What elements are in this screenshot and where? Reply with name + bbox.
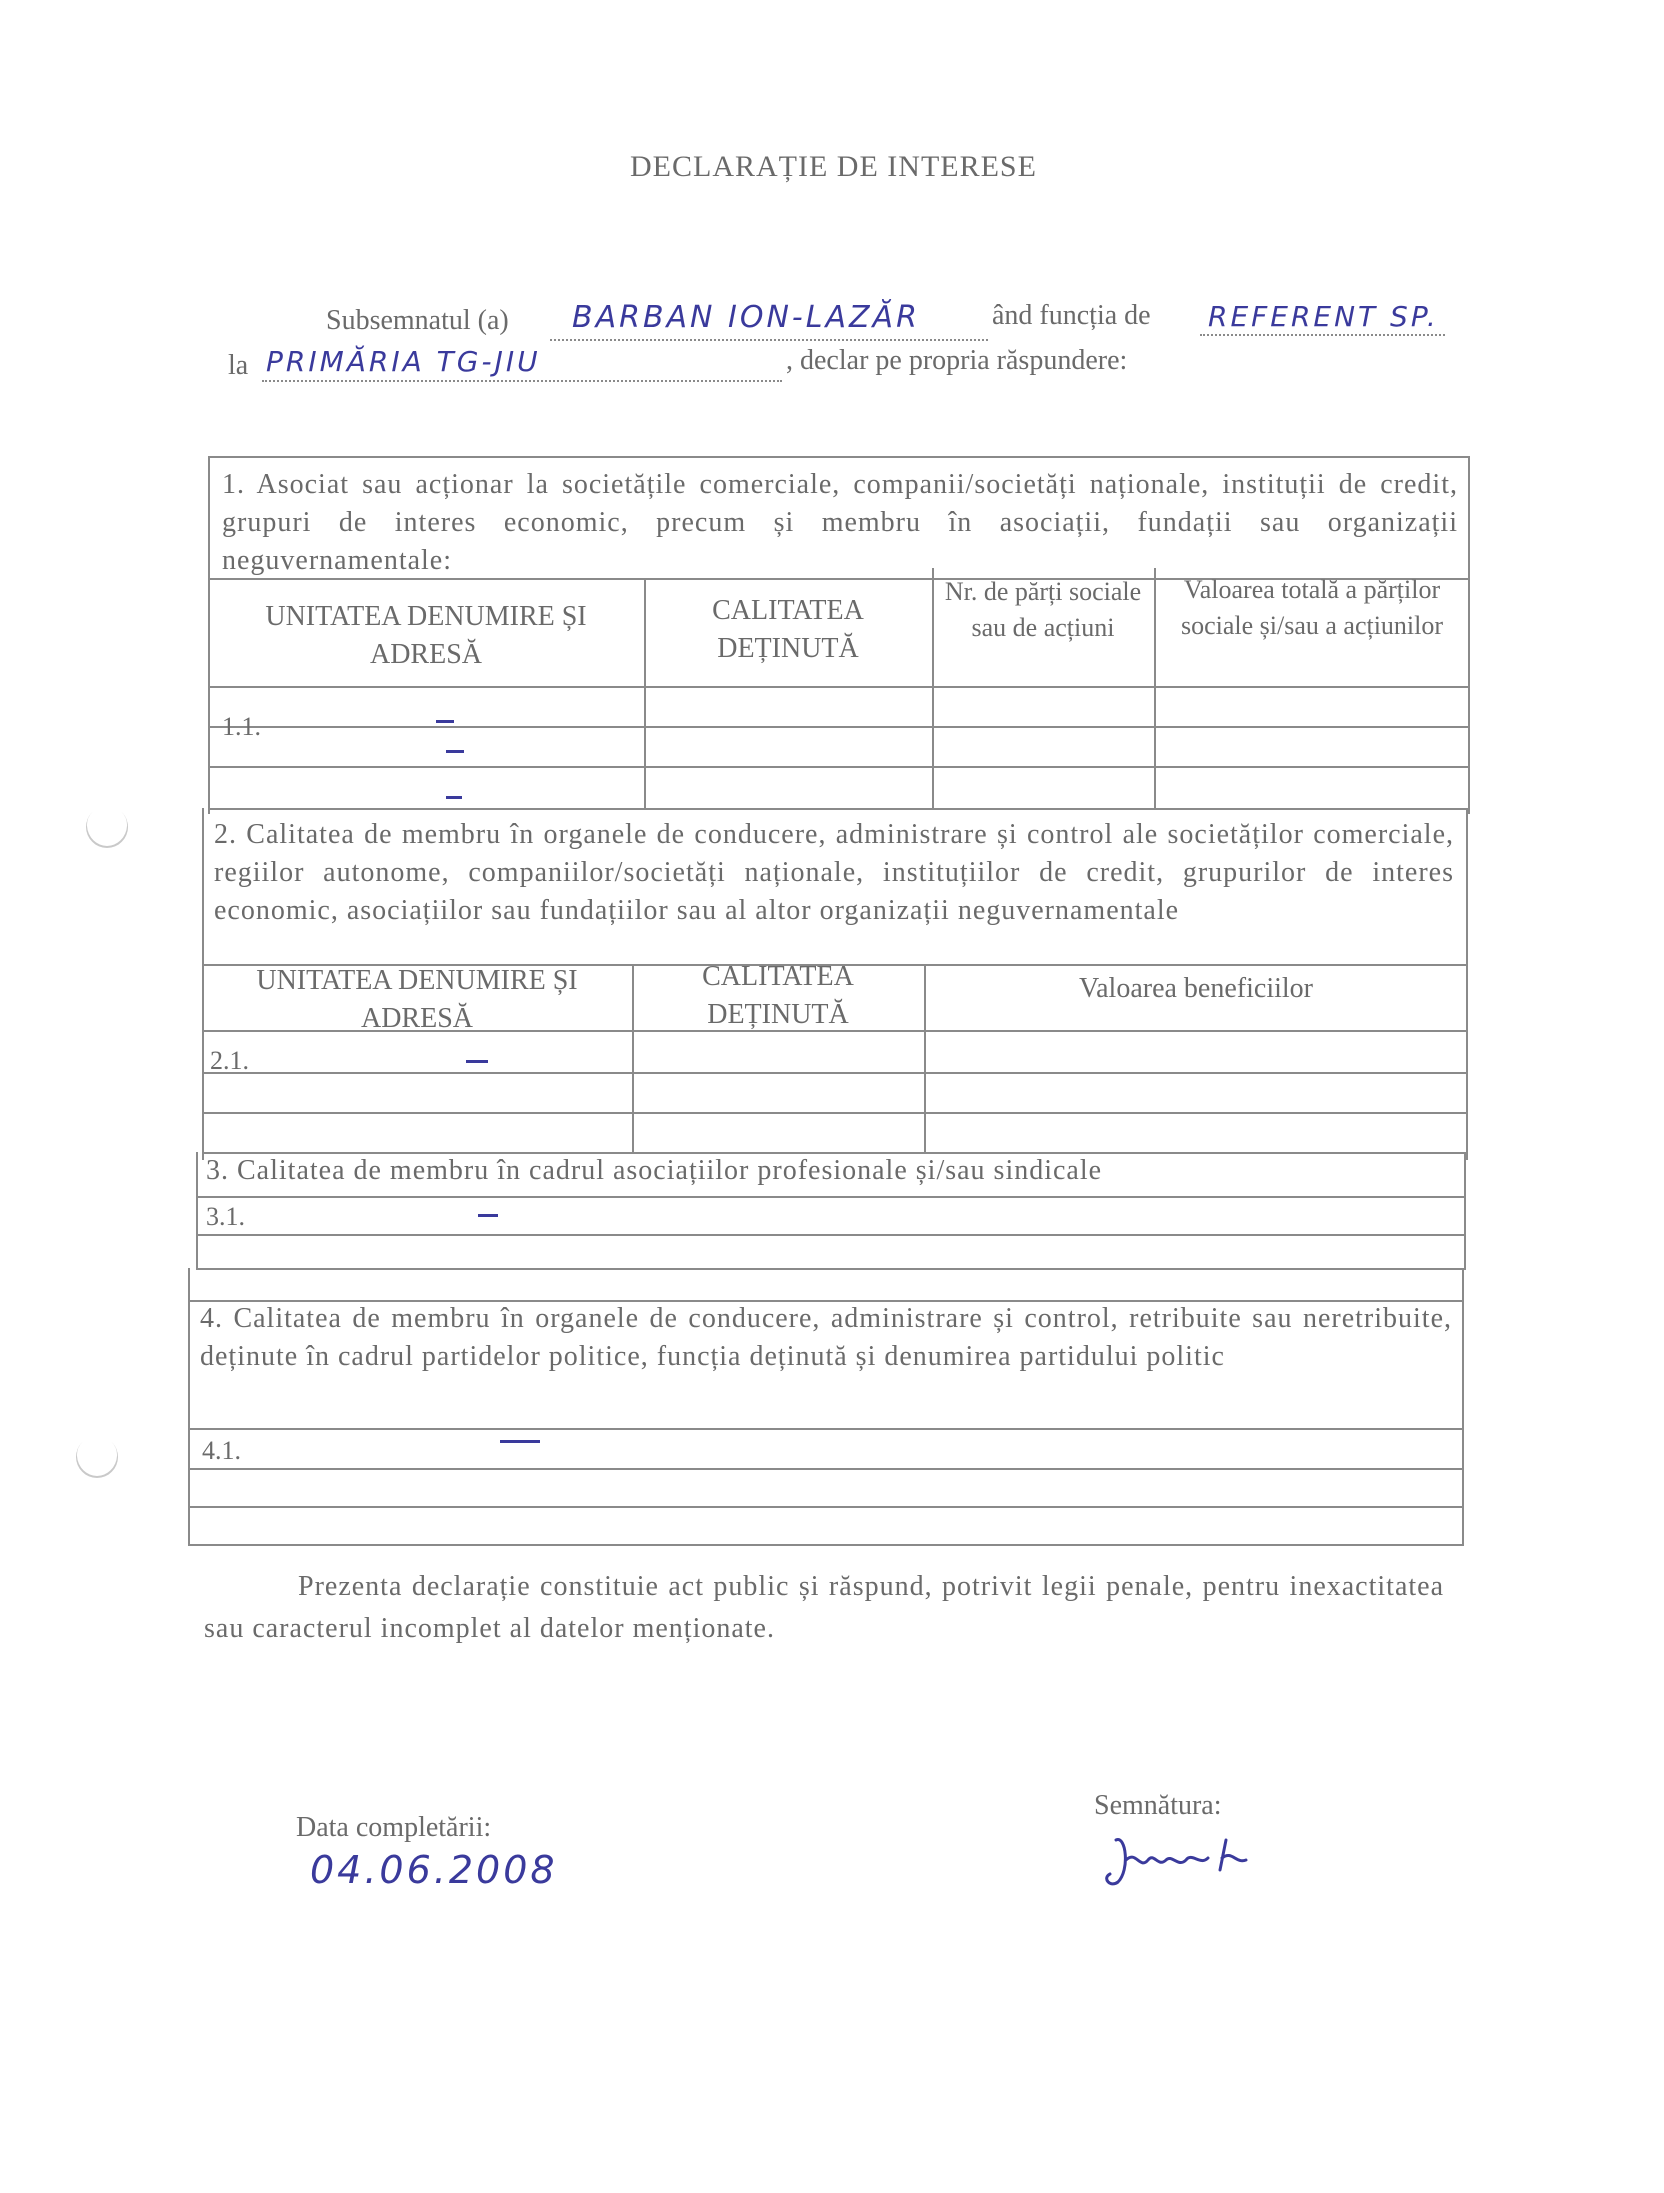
s1-col-valoarea: Valoarea totală a părților sociale și/sau a acțiunilor bbox=[1180, 575, 1444, 640]
section-4-heading: 4. Calitatea de membru în organele de conducere, administrare și control, retribuite sau neretribuite, deținute în cadrul partidelor politice, funcția deținută și denumirea partidului politic bbox=[200, 1303, 1452, 1372]
date-label: Data completării: bbox=[296, 1812, 492, 1843]
s2-col-calitatea: CALITATEA DEȚINUTĂ bbox=[702, 961, 854, 1030]
binder-hole-mark bbox=[77, 797, 136, 856]
s4-row-label: 4.1. bbox=[202, 1436, 241, 1465]
declar-label: , declar pe propria răspundere: bbox=[786, 345, 1128, 376]
s3-dash-1 bbox=[478, 1214, 498, 1217]
s1-col-unitatea: UNITATEA DENUMIRE ȘI ADRESĂ bbox=[265, 601, 587, 670]
s1-row-label: 1.1. bbox=[222, 712, 261, 741]
s1-col-calitatea: CALITATEA DEȚINUTĂ bbox=[712, 595, 864, 664]
name-value: BARBAN ION-LAZĂR bbox=[572, 300, 920, 335]
function-value: REFERENT SP. bbox=[1208, 300, 1439, 333]
s1-col-nr-parti: Nr. de părți sociale sau de acțiuni bbox=[944, 577, 1142, 642]
s2-col-unitatea: UNITATEA DENUMIRE ȘI ADRESĂ bbox=[256, 965, 578, 1034]
page-title: DECLARAȚIE DE INTERESE bbox=[630, 150, 1037, 183]
s4-dash-1 bbox=[500, 1440, 540, 1443]
signature-image bbox=[1096, 1830, 1286, 1890]
s1-dash-2 bbox=[446, 750, 464, 753]
institution-value: PRIMĂRIA TG-JIU bbox=[266, 345, 541, 378]
footer-statement: Prezenta declarație constituie act public și răspund, potrivit legii penale, pentru inexactitatea sau caracterul incomplet al datelor menționate. bbox=[204, 1571, 1444, 1644]
section-2-heading: 2. Calitatea de membru în organele de conducere, administrare și control ale societăților comerciale, regiilor autonome, companiilor/societăți naționale, instituțiilor de credit, grupurilor de interes economic, asociațiilor sau fundațiilor sau al altor organizații neguvernamentale bbox=[214, 819, 1454, 926]
date-value: 04.06.2008 bbox=[310, 1848, 558, 1892]
la-label: la bbox=[228, 350, 249, 381]
section-3-heading: 3. Calitatea de membru în cadrul asociațiilor profesionale și/sau sindicale bbox=[206, 1155, 1103, 1186]
binder-hole-mark bbox=[67, 1427, 126, 1486]
s1-dash-1 bbox=[436, 720, 454, 723]
s2-row-label: 2.1. bbox=[210, 1046, 249, 1075]
subsemnatul-label: Subsemnatul (a) bbox=[326, 305, 509, 336]
section-1-heading: 1. Asociat sau acționar la societățile comerciale, companii/societăți naționale, instituții de credit, grupuri de interes economic, precum și membru în asociații, fundații sau organizații neguvernamentale: bbox=[222, 469, 1458, 576]
function-label: ând funcția de bbox=[992, 300, 1151, 331]
s1-dash-3 bbox=[446, 796, 462, 799]
s2-col-valoarea: Valoarea beneficiilor bbox=[1079, 973, 1313, 1004]
signature-label: Semnătura: bbox=[1094, 1790, 1222, 1821]
s3-row-label: 3.1. bbox=[206, 1202, 245, 1231]
s2-dash-1 bbox=[466, 1060, 488, 1063]
